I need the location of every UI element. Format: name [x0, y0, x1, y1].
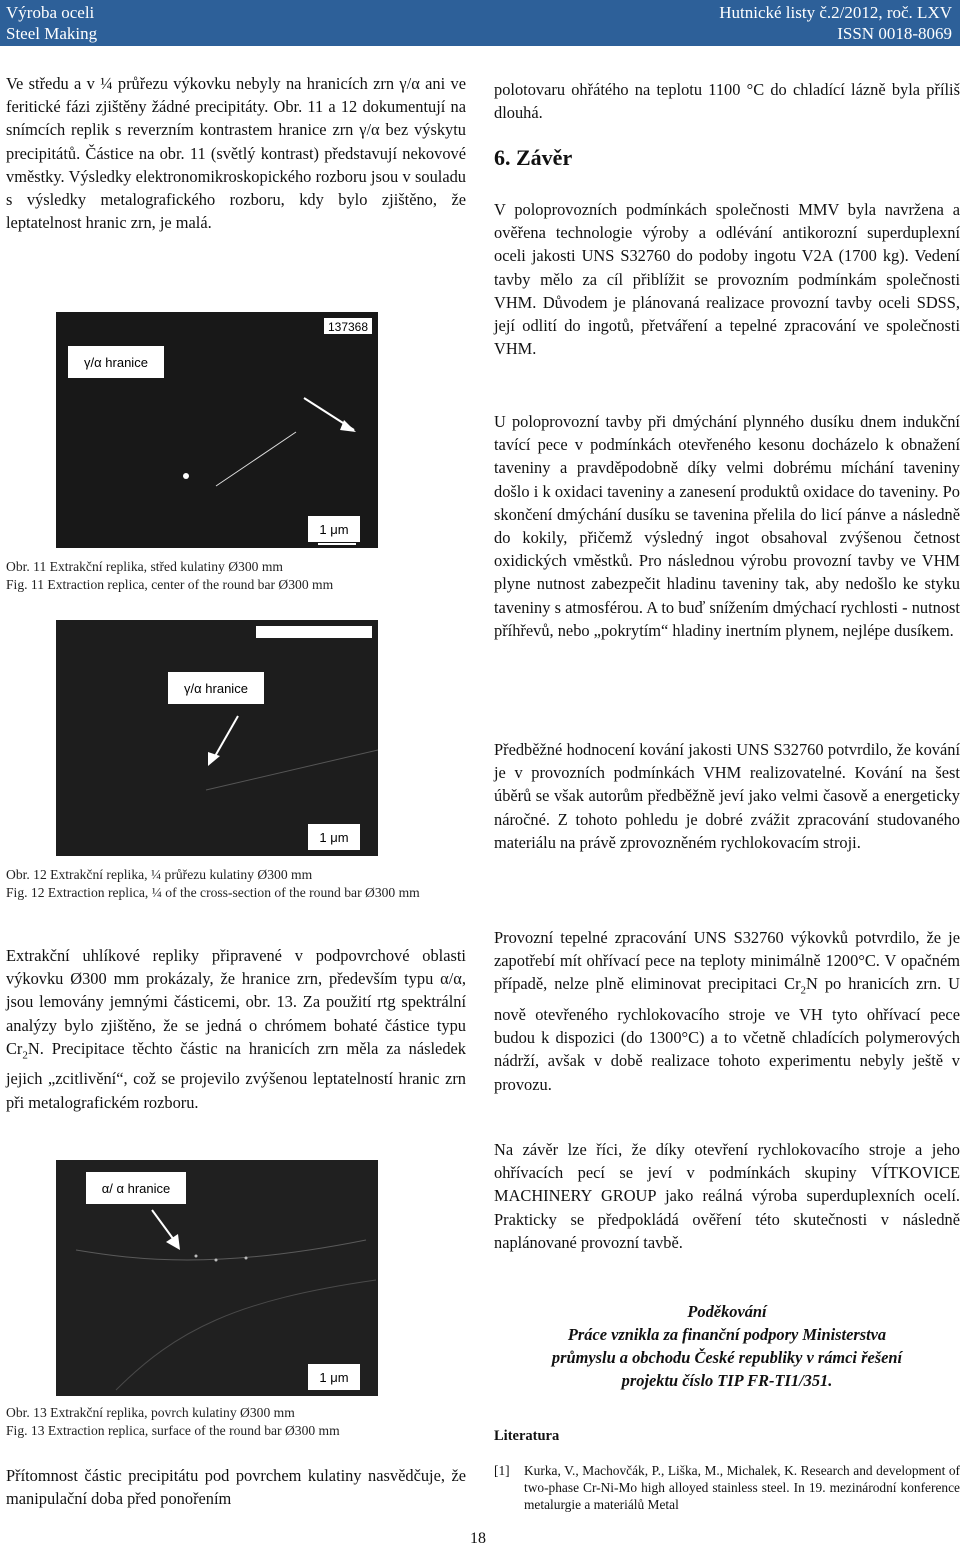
left-para-1 — [6, 72, 466, 234]
right-para-4 — [494, 738, 960, 854]
figure-12-caption-en: Fig. 12 Extraction replica, ¼ of the cross-section of the round bar Ø300 mm — [6, 885, 420, 900]
subscript: 2 — [800, 984, 807, 997]
header-section-cz: Výroba oceli — [6, 3, 95, 22]
figure-12-caption-cz: Obr. 12 Extrakční replika, ¼ průřezu kulatiny Ø300 mm — [6, 867, 313, 882]
header-journal — [719, 2, 952, 44]
right-para-3 — [494, 410, 960, 642]
figure-13-label: α/ α hranice — [101, 1181, 171, 1196]
figure-12-micrograph — [56, 620, 378, 856]
right-para-2 — [494, 198, 960, 360]
paragraph: Ve středu a v ¼ průřezu výkovku nebyly na hranicích zrn γ/α ani ve feritické fázi zjištěny žádné precipitáty. Obr. 11 a 12 dokumentují na snímcích replik s reverzním kontrastem hranice zrn γ/α bez výskytu precipitátů. Částice na obr. 11 (světlý kontrast) představují nekovové vměstky. Výsledky elektronomikroskopického rozboru jsou v souladu s výsledky metalografického rozboru, kdy bylo zjištěno, že leptatelnost hranic zrn, je malá. — [6, 74, 466, 233]
figure-12-label: γ/α hranice — [184, 681, 248, 696]
right-para-6 — [494, 1138, 960, 1254]
paragraph: polotovaru ohřátého na teplotu 1100 °C do chladící lázně byla příliš dlouhá. — [494, 80, 960, 123]
figure-11-scale: 1 μm — [319, 522, 349, 537]
heading-conclusion: 6. Závěr — [494, 145, 573, 170]
paragraph: Předběžné hodnocení kování jakosti UNS S32760 potvrdilo, že kování je v provozních podmínkách VHM realizovatelné. Kování na šest úběrů se však autorům předběžně jeví jako velmi časově a energeticky náročné. Z tohoto pohledu je dobré zvážit zpracování studovaného materiálu na právě zprovozněném rychlokovacím stroji. — [494, 740, 960, 852]
acknowledgement-text: Práce vznikla za finanční podpory Ministerstva průmyslu a obchodu České republiky v rámci řešení projektu číslo TIP FR-TI1/351. — [551, 1325, 903, 1390]
figure-12-scale: 1 μm — [319, 830, 349, 845]
figure-11-graphic — [56, 312, 378, 548]
paragraph — [494, 926, 960, 1096]
figure-11-code: 137368 — [327, 320, 369, 334]
paragraph: U poloprovozní tavby při dmýchání plynného dusíku dnem indukční tavící pece v podmínkách otevřeného kesonu docházelo k obnažení taveniny a pravděpodobně díky velmi dobrému míchání taveniny došlo i k oxidaci taveniny a zanesení produktů oxidace do taveniny. Po skončení dmýchání dusíku se tavenina přelila do licí pánve a následně do kokily, přičemž výsledný ingot obsahoval zvýšenou četnost oxidických vměstků. Pro následnou výrobu provozní tavby ve VHM plyne nutnost zabezpečit hladinu taveniny tak, aby nedošlo ke styku taveniny s atmosférou. A to buď snížením dmýchací rychlosti - nutnost příhřevů, nebo „pokrytím“ hladiny inertním plynem, nejlépe dusíkem. — [494, 412, 960, 640]
right-para-5 — [494, 926, 960, 1096]
figure-13-graphic — [56, 1160, 378, 1396]
paragraph: Přítomnost částic precipitátu pod povrchem kulatiny nasvědčuje, že manipulační doba před ponořením — [6, 1466, 466, 1509]
paragraph: V poloprovozních podmínkách společnosti MMV byla navržena a ověřena technologie výroby a odlévání antikorozní superduplexní oceli jakosti UNS S32760 do podoby ingotu V2A (1700 kg). Vedení tavby mělo za cíl přiblížit se provozním podmínkám společnosti VHM. Důvodem je plánovaná realizace provozní tavby oceli SDSS, její odlití do ingotů, přetváření a tepelné zpracování ve společnosti VHM. — [494, 200, 960, 359]
figure-13-scale: 1 μm — [319, 1370, 349, 1385]
figure-13-caption — [6, 1404, 466, 1440]
figure-13-caption-cz: Obr. 13 Extrakční replika, povrch kulatiny Ø300 mm — [6, 1405, 295, 1420]
literature-heading: Literatura — [494, 1428, 560, 1444]
header-section-en: Steel Making — [6, 24, 98, 43]
figure-11-caption-cz: Obr. 11 Extrakční replika, střed kulatiny Ø300 mm — [6, 559, 283, 574]
paragraph-text: N po hranicích zrn. U nově otevřeného rychlokovacího stroje ve VH tyto ohřívací pece budou k dispozici (do 1300°C) a to včetně chladících polymerových nádrží, avšak v době realizace tohoto experimentu nebyly ještě v provozu. — [494, 974, 960, 1094]
header-journal-title: Hutnické listy č.2/2012, roč. LXV — [719, 3, 952, 22]
paragraph — [6, 944, 466, 1114]
header-section — [6, 2, 97, 44]
figure-12-graphic — [56, 620, 378, 856]
right-para-1 — [494, 78, 960, 124]
paragraph-text: N. Precipitace těchto částic na hranicích zrn měla za následek jejich „zcitlivění“, což se projevilo zvýšenou leptatelností hranic zrn při metalografickém rozboru. — [6, 1038, 466, 1112]
figure-13-caption-en: Fig. 13 Extraction replica, surface of the round bar Ø300 mm — [6, 1423, 340, 1438]
left-para-2 — [6, 944, 466, 1114]
acknowledgement-title: Poděkování — [687, 1302, 767, 1321]
figure-11-caption-en: Fig. 11 Extraction replica, center of the round bar Ø300 mm — [6, 577, 334, 592]
figure-13-micrograph — [56, 1160, 378, 1396]
figure-12-caption — [6, 866, 466, 902]
reference-item — [494, 1462, 960, 1513]
reference-number: [1] — [494, 1463, 510, 1478]
page-header — [0, 0, 960, 46]
figure-11-caption — [6, 558, 466, 594]
left-para-3 — [6, 1464, 466, 1510]
subscript: 2 — [22, 1049, 28, 1062]
reference-text: Kurka, V., Machovčák, P., Liška, M., Michalek, K. Research and development of two-phase Cr-Ni-Mo high alloyed stainless steel. In 19. mezinárodní konference metalurgie a materiálů Metal — [524, 1463, 960, 1512]
figure-11-micrograph — [56, 312, 378, 548]
page-number: 18 — [470, 1530, 486, 1547]
header-issn: ISSN 0018-8069 — [837, 24, 952, 43]
section-heading — [494, 146, 960, 169]
paragraph: Na závěr lze říci, že díky otevření rychlokovacího stroje a jeho ohřívacích pecí se jeví v podmínkách skupiny VÍTKOVICE MACHINERY GROUP jako reálná výroba superduplexních ocelí. Prakticky se předpokládá ověření této skutečnosti v následně naplánované provozní tavbě. — [494, 1140, 960, 1252]
paragraph-text: Provozní tepelné zpracování UNS S32760 výkovků potvrdilo, že je zapotřebí mít ohřívací pece na teploty minimálně 1200°C. V opačném případě, nelze plně eliminovat precipitaci Cr — [494, 928, 960, 994]
figure-11-label: γ/α hranice — [84, 355, 148, 370]
paragraph-text: Extrakční uhlíkové repliky připravené v podpovrchové oblasti výkovku Ø300 mm prokázaly, že hranice zrn, především typu α/α, jsou lemovány jemnými částicemi, obr. 13. Za použití rtg spektrální analýzy bylo zjištěno, že se jedná o chrómem bohaté částice typu Cr — [6, 946, 466, 1058]
acknowledgement — [494, 1300, 960, 1392]
